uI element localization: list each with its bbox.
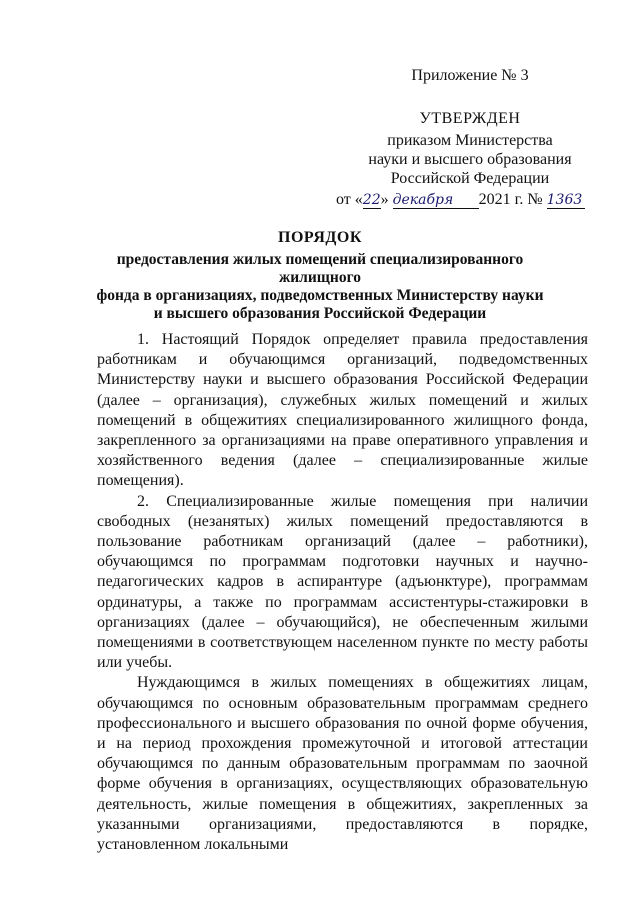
subtitle-line: фонда в организациях, подведомственных Министерству науки <box>96 287 544 304</box>
paragraph-3: Нуждающимся в жилых помещениях в общежитиях лицам, обучающимся по основным образовательным программам среднего профессионального и высшего образования по очной форме обучения, и на период прохождения промежуточной и итоговой аттестации обучающимся по данным образовательным программам по заочной форме обучения в организациях, осуществляющих образовательную деятельность, жилые помещения в общежитиях, закрепленных за указанными организациями, предоставляются в порядке, установленном локальными <box>97 674 588 854</box>
approved-label: УТВЕРЖДЕН <box>419 110 521 127</box>
date-day: 22 <box>362 192 381 208</box>
paragraph-2: 2. Специализированные жилые помещения при наличии свободных (незанятых) жилых помещений предоставляются в пользование работникам организаций (далее – работники), обучающимся по программам подготовки научных и научно-педагогических кадров в аспирантуре (адъюнктуре), программам ординатуры, а также по программам ассистентуры-стажировки в организациях (далее – обучающийся), не обеспеченным жилыми помещениями в соответствующем населенном пункте по месту работы или учебы. <box>97 492 588 672</box>
subtitle-line: и высшего образования Российской Федерации <box>153 305 487 322</box>
annex-label: Приложение № 3 <box>411 67 529 84</box>
document-subtitle <box>90 251 550 323</box>
order-number: 1363 <box>547 192 585 209</box>
date-mid: » <box>380 191 389 208</box>
order-line: Российской Федерации <box>390 170 550 187</box>
order-reference <box>340 131 600 188</box>
document-title: ПОРЯДОК <box>278 229 362 246</box>
date-year: 2021 г. № <box>478 191 543 208</box>
order-line: науки и высшего образования <box>368 151 572 168</box>
order-line: приказом Министерства <box>387 132 553 149</box>
order-date-line <box>336 191 606 209</box>
document-title-block <box>90 229 550 323</box>
document-body <box>97 330 588 855</box>
date-month: декабря <box>393 192 479 209</box>
paragraph-1: 1. Настоящий Порядок определяет правила предоставления работникам и обучающимся организаций, подведомственных Министерству науки и высшего образования Российской Федерации (далее – организация), служебных жилых помещений и жилых помещений в общежитиях специализированного жилищного фонда, закрепленного за организациями на праве оперативного управления и хозяйственного ведения (далее – специализированные жилые помещения). <box>97 331 588 490</box>
subtitle-line: предоставления жилых помещений специализированного жилищного <box>116 251 524 286</box>
date-prefix: от « <box>336 191 363 208</box>
